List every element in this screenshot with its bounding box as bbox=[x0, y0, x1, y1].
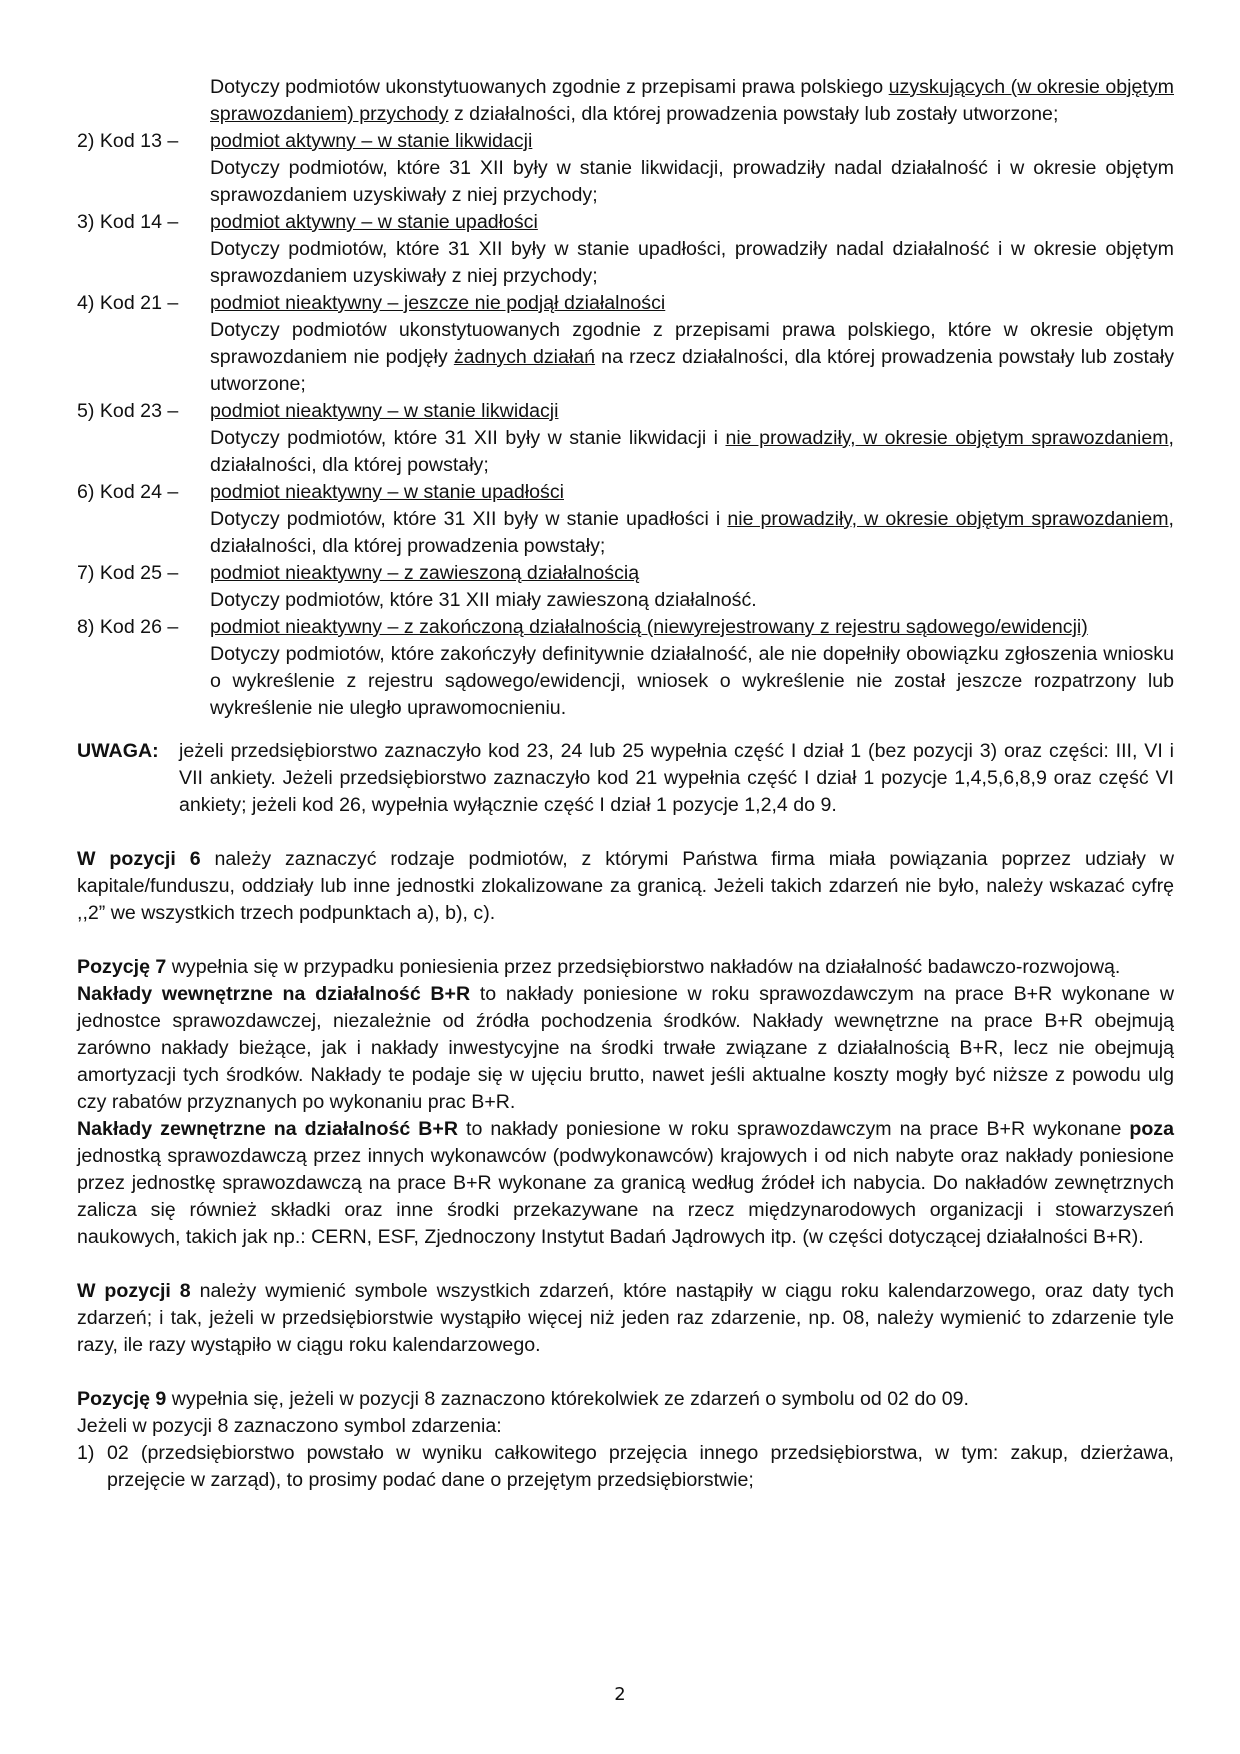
code-description bbox=[210, 506, 1174, 560]
code-item bbox=[77, 614, 1174, 722]
code-description-segment: nie prowadziły, w okresie objętym sprawozdaniem, bbox=[725, 427, 1174, 449]
code-label: 6) Kod 24 – bbox=[77, 481, 179, 503]
code-description-segment: , działalności, dla której prowadzenia powstały; bbox=[210, 508, 1174, 557]
code-title: podmiot nieaktywny – w stanie likwidacji bbox=[210, 400, 559, 422]
code-description bbox=[210, 236, 1174, 290]
uwaga-note bbox=[77, 738, 1174, 819]
code-label: 5) Kod 23 – bbox=[77, 400, 179, 422]
code-description bbox=[210, 317, 1174, 398]
code-description-segment: na rzecz działalności, dla której prowadzenia powstały lub zostały utworzone; bbox=[210, 346, 1175, 395]
code-description-segment: żadnych działań bbox=[453, 346, 596, 368]
code-title: podmiot aktywny – w stanie upadłości bbox=[210, 211, 538, 233]
code-title: podmiot nieaktywny – jeszcze nie podjął działalności bbox=[210, 292, 666, 314]
code-item bbox=[77, 290, 1174, 398]
pozycja-6-paragraph: W pozycji 6 należy zaznaczyć rodzaje podmiotów, z którymi Państwa firma miała powiązania poprzez udziały w kapitale/funduszu, oddziały lub inne jednostki zlokalizowane za granicą. Jeżeli takich zdarzeń nie było, należy wskazać cyfrę ,,2” we wszystkich trzech podpunktach a), b), c). bbox=[77, 848, 1174, 924]
naklady-zewnetrzne-paragraph: Nakłady zewnętrzne na działalność B+R to nakłady poniesione w roku sprawozdawczym na prace B+R wykonane poza jednostką sprawozdawczą przez innych wykonawców (podwykonawców) krajowych i od nich nabyte oraz nakłady poniesione przez jednostkę sprawozdawczą na prace B+R wykonane za granicą według źródeł ich nabycia. Do nakładów zewnętrznych zalicza się również składki oraz inne środki przekazywane na rzecz międzynarodowych organizacji i stowarzyszeń naukowych, takich jak np.: CERN, ESF, Zjednoczony Instytut Badań Jądrowych itp. (w części dotyczącej działalności B+R). bbox=[77, 1118, 1174, 1248]
code-body bbox=[210, 128, 1174, 209]
document-page bbox=[77, 74, 1174, 1494]
code-item bbox=[77, 398, 1174, 479]
code-title: podmiot aktywny – w stanie likwidacji bbox=[210, 130, 533, 152]
code-description-segment: nie prowadziły, w okresie objętym sprawozdaniem bbox=[727, 508, 1169, 530]
code-description-segment: Dotyczy podmiotów, które zakończyły definitywnie działalność, ale nie dopełniły obowiązku zgłoszenia wniosku o wykreślenie z rejestru sądowego/ewidencji, wniosek o wykreślenie nie został jeszcze rozpatrzony lub wykreślenie nie uległo uprawomocnieniu. bbox=[210, 643, 1174, 719]
code-title: podmiot nieaktywny – z zakończoną działalnością (niewyrejestrowany z rejestru sądowego/ewidencji) bbox=[210, 616, 1088, 638]
code-body bbox=[210, 560, 1174, 614]
code-item bbox=[77, 209, 1174, 290]
code-description bbox=[210, 587, 1174, 614]
code-body bbox=[210, 398, 1174, 479]
code-label: 8) Kod 26 – bbox=[77, 616, 179, 638]
naklady-wewnetrzne-paragraph: Nakłady wewnętrzne na działalność B+R to nakłady poniesione w roku sprawozdawczym na prace B+R wykonane w jednostce sprawozdawczej, niezależnie od źródła pochodzenia środków. Nakłady wewnętrzne na prace B+R obejmują zarówno nakłady bieżące, jak i nakłady inwestycyjne na środki trwałe związane z działalnością B+R, lecz nie obejmują amortyzacji tych środków. Nakłady te podaje się w ujęciu brutto, nawet jeśli aktualne koszty mogły być niższe z powodu ulg czy rabatów przyznanych po wykonaniu prac B+R. bbox=[77, 983, 1174, 1113]
uwaga-label: UWAGA: bbox=[77, 740, 159, 762]
list-item bbox=[77, 1440, 1174, 1494]
pozycja-7-paragraph: Pozycję 7 wypełnia się w przypadku poniesienia przez przedsiębiorstwo nakładów na działalność badawczo-rozwojową. bbox=[77, 956, 1121, 978]
pozycja-8-paragraph: W pozycji 8 należy wymienić symbole wszystkich zdarzeń, które nastąpiły w ciągu roku kalendarzowego, oraz daty tych zdarzeń; i tak, jeżeli w przedsiębiorstwie wystąpiło więcej niż jeden raz zdarzenie, np. 08, należy wymienić to zdarzenie tyle razy, ile razy wystąpiło w ciągu roku kalendarzowego. bbox=[77, 1280, 1174, 1356]
list-item-number: 1) bbox=[77, 1442, 95, 1464]
code-description-segment: działalności, dla której powstały; bbox=[210, 454, 489, 476]
code-description-segment: Dotyczy podmiotów, które 31 XII były w stanie upadłości i bbox=[210, 508, 728, 530]
code-label: 4) Kod 21 – bbox=[77, 292, 179, 314]
code-title: podmiot nieaktywny – z zawieszoną działalnością bbox=[210, 562, 640, 584]
code-description-segment: Dotyczy podmiotów, które 31 XII były w stanie likwidacji, prowadziły nadal działalność i w okresie objętym sprawozdaniem uzyskiwały z niej przychody; bbox=[210, 157, 1174, 206]
code-list bbox=[77, 128, 1174, 722]
list-item-text: 02 (przedsiębiorstwo powstało w wyniku całkowitego przejęcia innego przedsiębiorstwa, w tym: zakup, dzierżawa, przejęcie w zarząd), to prosimy podać dane o przejętym przedsiębiorstwie; bbox=[107, 1442, 1174, 1491]
code-description bbox=[210, 425, 1174, 479]
code-description-segment: Dotyczy podmiotów, które 31 XII były w stanie upadłości, prowadziły nadal działalność i w okresie objętym sprawozdaniem uzyskiwały z niej przychody; bbox=[210, 238, 1174, 287]
code-body bbox=[210, 479, 1174, 560]
code-description bbox=[210, 155, 1174, 209]
code-label: 3) Kod 14 – bbox=[77, 211, 179, 233]
code-description-segment: Dotyczy podmiotów, które 31 XII miały zawieszoną działalność. bbox=[210, 589, 757, 611]
pozycja-9-intro: Jeżeli w pozycji 8 zaznaczono symbol zdarzenia: bbox=[77, 1415, 502, 1437]
code-description-segment: Dotyczy podmiotów, które 31 XII były w stanie likwidacji i bbox=[210, 427, 726, 449]
code-item bbox=[77, 479, 1174, 560]
code-description-segment: Dotyczy podmiotów ukonstytuowanych zgodnie z przepisami prawa polskiego, które w okresie objętym sprawozdaniem nie podjęły bbox=[210, 319, 1174, 368]
code-body bbox=[210, 614, 1174, 722]
code-12-description: Dotyczy podmiotów ukonstytuowanych zgodnie z przepisami prawa polskiego uzyskujących (w okresie objętym sprawozdaniem) przychody z działalności, dla której prowadzenia powstały lub zostały utworzone; bbox=[210, 76, 1174, 125]
code-description bbox=[210, 641, 1174, 722]
code-label: 2) Kod 13 – bbox=[77, 130, 179, 152]
page-number: 2 bbox=[614, 1684, 626, 1705]
code-item bbox=[77, 560, 1174, 614]
code-item bbox=[77, 128, 1174, 209]
pozycja-9-paragraph: Pozycję 9 wypełnia się, jeżeli w pozycji 8 zaznaczono którekolwiek ze zdarzeń o symbolu od 02 do 09. bbox=[77, 1388, 969, 1410]
uwaga-text: jeżeli przedsiębiorstwo zaznaczyło kod 23, 24 lub 25 wypełnia część I dział 1 (bez pozycji 3) oraz części: III, VI i VII ankiety. Jeżeli przedsiębiorstwo zaznaczyło kod 21 wypełnia część I dział 1 pozycje 1,4,5,6,8,9 oraz część VI ankiety; jeżeli kod 26, wypełnia wyłącznie część I dział 1 pozycje 1,2,4 do 9. bbox=[179, 740, 1174, 816]
pozycja-9-list bbox=[77, 1440, 1174, 1494]
code-label: 7) Kod 25 – bbox=[77, 562, 179, 584]
code-body bbox=[210, 290, 1174, 398]
code-title: podmiot nieaktywny – w stanie upadłości bbox=[210, 481, 564, 503]
code-body bbox=[210, 209, 1174, 290]
